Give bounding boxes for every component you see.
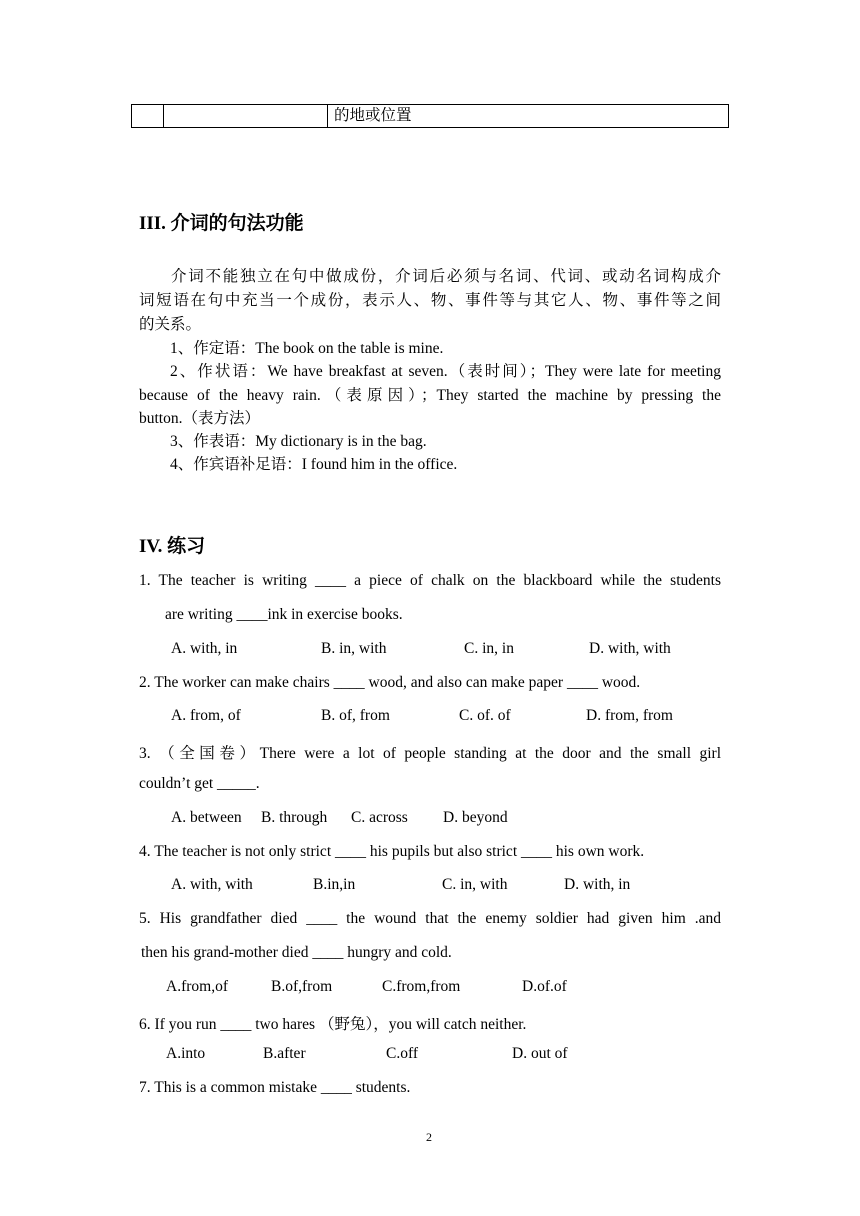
table-cell [164,105,328,128]
option: A. with, in [171,640,238,657]
option: D. from, from [586,707,673,724]
option: D. beyond [443,809,508,826]
table-cell [132,105,164,128]
question-line: 5. His grandfather died ____ the wound that the enemy soldier had given him .and [139,910,721,927]
question-line: 7. This is a common mistake ____ students. [139,1079,411,1096]
continued-table-row [131,104,729,128]
paragraph-line: 介词不能独立在句中做成份，介词后必须与名词、代词、或动名词构成介 [171,268,721,285]
question-line: then his grand-mother died ____ hungry and cold. [141,944,452,961]
list-item: 1、作定语：The book on the table is mine. [170,340,444,357]
option: D. with, in [564,876,631,893]
question-line: are writing ____ink in exercise books. [165,606,403,623]
question-line: 6. If you run ____ two hares （野兔），you will catch neither. [139,1016,527,1033]
question-line: 3. （全国卷）There were a lot of people standing at the door and the small girl [139,745,721,762]
option: C. in, in [464,640,514,657]
option: A. from, of [171,707,241,724]
option: C.from,from [382,978,461,995]
section-heading-syntax-function: III. 介词的句法功能 [139,213,304,234]
option: B. of, from [321,707,390,724]
question-line: couldn’t get _____. [139,775,260,792]
option: B.in,in [313,876,356,893]
option: C. of. of [459,707,511,724]
option: B.of,from [271,978,333,995]
option: A. between [171,809,242,826]
list-item: 2、作状语：We have breakfast at seven.（表时间）；They were late for meeting [170,363,721,380]
paragraph-line: 的关系。 [139,316,202,333]
question-line: 4. The teacher is not only strict ____ his pupils but also strict ____ his own work. [139,843,645,860]
option: D. with, with [589,640,671,657]
list-item: 4、作宾语补足语：I found him in the office. [170,456,458,473]
option: C. across [351,809,408,826]
option: C.off [386,1045,419,1062]
option: B.after [263,1045,306,1062]
page-number: 2 [426,1130,432,1144]
list-item: because of the heavy rain.（表原因）；They started the machine by pressing the [139,387,721,404]
section-heading-exercises: IV. 练习 [139,536,206,557]
list-item: 3、作表语：My dictionary is in the bag. [170,433,427,450]
option: A.from,of [166,978,228,995]
question-line: 2. The worker can make chairs ____ wood, and also can make paper ____ wood. [139,674,641,691]
option: A. with, with [171,876,253,893]
option: D.of.of [522,978,567,995]
list-item: button.（表方法） [139,410,260,427]
table-cell: 的地或位置 [328,105,729,128]
option: B. in, with [321,640,387,657]
question-line: 1. The teacher is writing ____ a piece of chalk on the blackboard while the students [139,572,721,589]
option: C. in, with [442,876,508,893]
option: D. out of [512,1045,568,1062]
option: B. through [261,809,328,826]
paragraph-line: 词短语在句中充当一个成份，表示人、物、事件等与其它人、物、事件等之间 [139,292,721,309]
option: A.into [166,1045,206,1062]
